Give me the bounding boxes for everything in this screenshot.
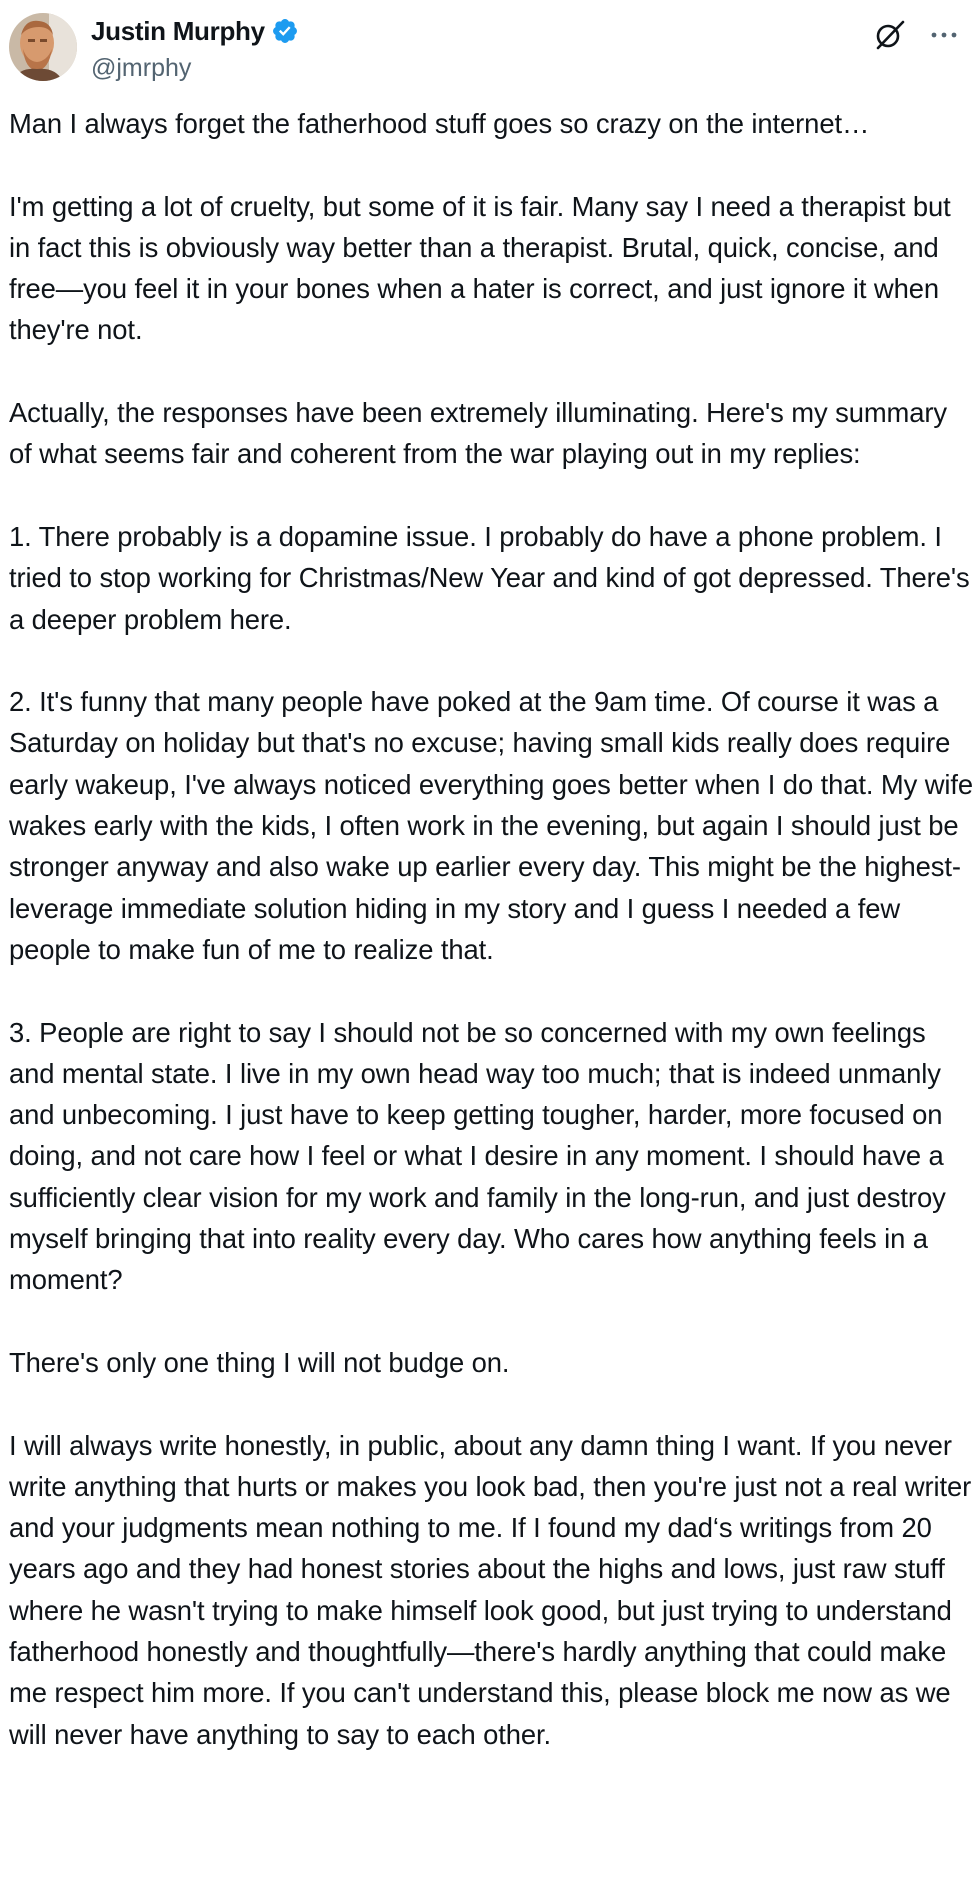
profile-photo bbox=[9, 13, 77, 81]
tweet-paragraph: 1. There probably is a dopamine issue. I probably do have a phone problem. I tried to stop working for Christmas/New Year and kind of got depressed. There's a deeper problem here. bbox=[9, 520, 970, 635]
tweet-paragraph: Actually, the responses have been extremely illuminating. Here's my summary of what seems fair and coherent from the war playing out in my replies: bbox=[9, 397, 948, 470]
author-info bbox=[91, 14, 299, 83]
verified-badge-icon bbox=[271, 17, 299, 45]
tweet-text bbox=[9, 103, 976, 1755]
tweet-paragraph: I will always write honestly, in public, about any damn thing I want. If you never write anything that hurts or makes you look bad, then you're just not a real writer and your judgments mean nothing to me. If I found my dad‘s writings from 20 years ago and they had honest stories about the highs and lows, just raw stuff where he wasn't trying to make himself look good, but just trying to understand fatherhood honestly and thoughtfully—there's hardly anything that could make me respect him more. If you can't understand this, please block me now as we will never have anything to say to each other. bbox=[9, 1429, 972, 1750]
tweet-paragraph: 2. It's funny that many people have poked at the 9am time. Of course it was a Saturday on holiday but that's no excuse; having small kids really does require early wakeup, I've always noticed everything goes better when I do that. My wife wakes early with the kids, I often work in the evening, but again I should just be stronger anyway and also wake up earlier every day. This might be the highest-leverage immediate solution hiding in my story and I guess I needed a few people to make fun of me to realize that. bbox=[9, 686, 974, 965]
tweet-paragraph: Man I always forget the fatherhood stuff goes so crazy on the internet… bbox=[9, 108, 870, 139]
author-display-name[interactable]: Justin Murphy bbox=[91, 15, 265, 46]
more-options-icon[interactable] bbox=[927, 18, 961, 52]
tweet-paragraph: There's only one thing I will not budge on. bbox=[9, 1346, 510, 1378]
avatar[interactable] bbox=[9, 13, 77, 81]
tweet-paragraph: 3. People are right to say I should not be so concerned with my own feelings and mental state. I live in my own head way too much; that is indeed unmanly and unbecoming. I just have to keep getting tougher, harder, more focused on doing, and not care how I feel or what I desire in any moment. I should have a sufficiently clear vision for my work and family in the long-run, and just destroy myself bringing that into reality every day. Who cares how anything feels in a moment? bbox=[9, 1016, 946, 1296]
grok-icon[interactable] bbox=[873, 18, 907, 52]
tweet-paragraph: I'm getting a lot of cruelty, but some of it is fair. Many say I need a therapist but in fact this is obviously way better than a therapist. Brutal, quick, concise, and free—you feel it in your bones when a hater is correct, and just ignore it when they're not. bbox=[9, 190, 951, 346]
author-handle[interactable]: @jmrphy bbox=[91, 54, 192, 82]
tweet-header bbox=[9, 10, 971, 82]
